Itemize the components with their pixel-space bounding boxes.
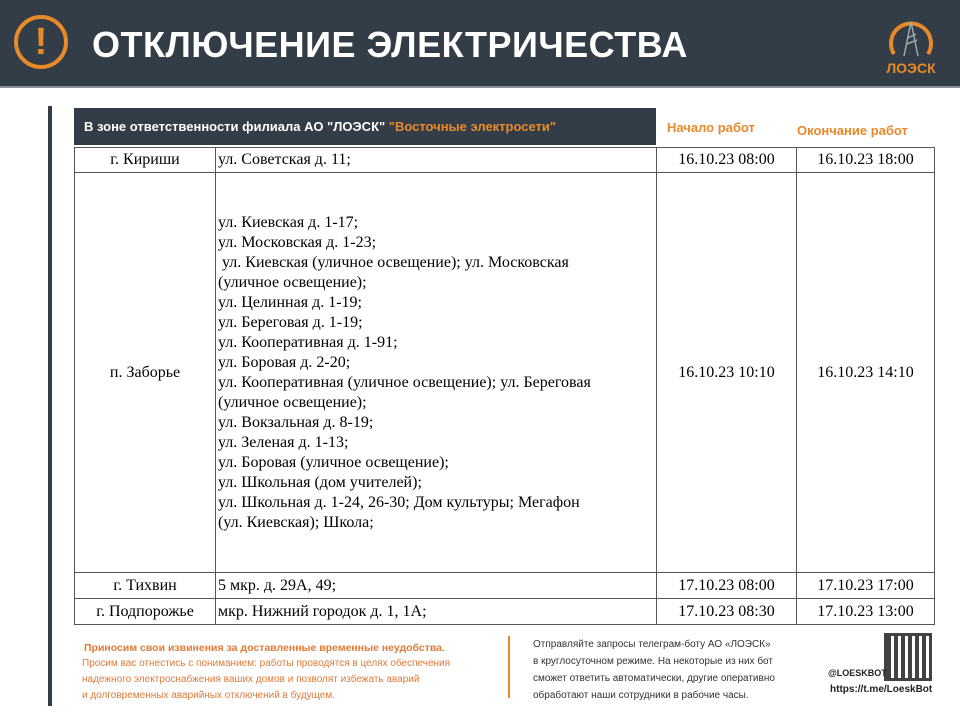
company-logo <box>886 14 936 76</box>
address-line: (уличное освещение); <box>218 273 367 291</box>
address-line: (уличное освещение); <box>218 393 367 411</box>
footer-divider <box>508 636 510 698</box>
place-cell: п. Заборье <box>75 173 216 573</box>
address-cell: 5 мкр. д. 29А, 49; <box>216 573 657 599</box>
header-banner <box>0 0 960 88</box>
address-line: ул. Боровая (уличное освещение); <box>218 453 449 471</box>
bot-handle: @LOESKBOT <box>828 668 887 678</box>
logo-pylon-icon <box>886 14 936 58</box>
start-cell: 17.10.23 08:30 <box>657 599 797 625</box>
warning-icon: ! <box>14 15 68 69</box>
apology-heading: Приносим свои извинения за доставленные временные неудобства. <box>84 642 445 654</box>
column-header-end: Окончание работ <box>797 123 908 138</box>
apology-line: надежного электроснабжения ваших домов и позволят избежать аварий <box>82 674 420 685</box>
apology-line: и долговременных аварийных отключений в будущем. <box>82 690 335 701</box>
left-accent-bar <box>48 106 52 706</box>
logo-text: ЛОЭСК <box>886 60 936 76</box>
place-cell: г. Кириши <box>75 148 216 173</box>
table-row <box>75 173 935 573</box>
bot-line: в круглосуточном режиме. На некоторые из них бот <box>533 656 773 667</box>
zone-branch: "Восточные электросети" <box>388 119 557 134</box>
start-cell: 16.10.23 08:00 <box>657 148 797 173</box>
place-cell: г. Подпорожье <box>75 599 216 625</box>
address-cell <box>216 173 657 573</box>
address-line: ул. Боровая д. 2-20; <box>218 353 351 371</box>
table-row <box>75 599 935 625</box>
bot-line: обработают наши сотрудники в рабочие часы. <box>533 690 749 701</box>
end-cell: 16.10.23 18:00 <box>797 148 935 173</box>
address-line: ул. Кооперативная д. 1-91; <box>218 333 398 351</box>
zone-header <box>74 108 656 145</box>
start-cell: 17.10.23 08:00 <box>657 573 797 599</box>
address-line: ул. Вокзальная д. 8-19; <box>218 413 374 431</box>
bot-link[interactable]: https://t.me/LoeskBot <box>830 684 933 695</box>
address-line: ул. Московская д. 1-23; <box>218 233 377 251</box>
zone-prefix: В зоне ответственности филиала АО "ЛОЭСК" <box>84 119 389 134</box>
address-cell: мкр. Нижний городок д. 1, 1А; <box>216 599 657 625</box>
address-line: ул. Киевская д. 1-17; <box>218 213 359 231</box>
outage-table <box>74 147 935 625</box>
bot-line: Отправляйте запросы телеграм-боту АО «ЛОЭСК» <box>533 639 771 650</box>
page-title: ОТКЛЮЧЕНИЕ ЭЛЕКТРИЧЕСТВА <box>92 24 688 65</box>
bot-info <box>533 636 775 704</box>
column-header-start: Начало работ <box>667 120 755 135</box>
address-line: ул. Целинная д. 1-19; <box>218 293 362 311</box>
place-cell: г. Тихвин <box>75 573 216 599</box>
address-line: ул. Зеленая д. 1-13; <box>218 433 349 451</box>
qr-code-icon[interactable] <box>884 633 932 681</box>
address-line: ул. Школьная д. 1-24, 26-30; Дом культуры; Мегафон <box>218 493 580 511</box>
table-row <box>75 148 935 173</box>
address-cell: ул. Советская д. 11; <box>216 148 657 173</box>
end-cell: 16.10.23 14:10 <box>797 173 935 573</box>
apology-text <box>82 640 450 704</box>
bot-line: сможет ответить автоматически, другие оперативно <box>533 673 775 684</box>
address-line: ул. Береговая д. 1-19; <box>218 313 363 331</box>
address-line: (ул. Киевская); Школа; <box>218 513 374 531</box>
address-line: ул. Киевская (уличное освещение); ул. Московская <box>218 253 569 271</box>
start-cell: 16.10.23 10:10 <box>657 173 797 573</box>
table-row <box>75 573 935 599</box>
address-line: ул. Школьная (дом учителей); <box>218 473 422 491</box>
end-cell: 17.10.23 17:00 <box>797 573 935 599</box>
address-line: ул. Кооперативная (уличное освещение); ул. Береговая <box>218 373 591 391</box>
end-cell: 17.10.23 13:00 <box>797 599 935 625</box>
apology-line: Просим вас отнестись с пониманием: работы проводятся в целях обеспечения <box>82 658 451 669</box>
